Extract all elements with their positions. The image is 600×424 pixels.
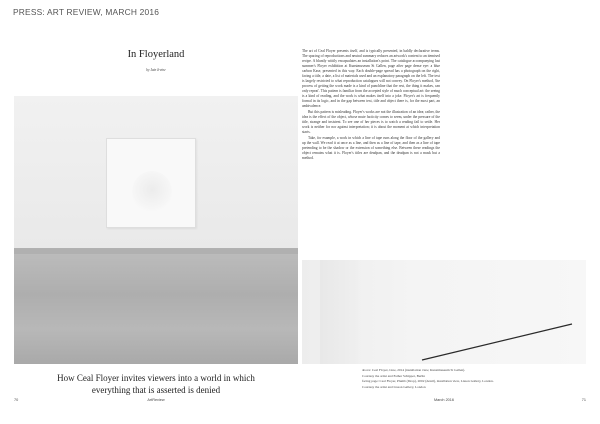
body-paragraph: The art of Ceal Floyer presents itself, and is typically presented, in baldly declarative terms. The spacing of reproductions and neutral summary reduces an artwork's content to an itemised recipe. A bluntly wittily encapsulates an installation's point. The catalogue accompanying last summer's Floyer exhibition at Kunstmuseum St Gallen, page after page dense eye: a blue carbon Kase, presented in this way. Each double-page spread has a photograph on the right, facing a title, a date, a list of materials used and an explanatory paragraph on the left. The text is largely restricted to what reproduction catalogues will not convey. On Floyer's method, 'the process of getting the work made is a kind of punchline that the rest, the thing it makes, can only repeat'. This pattern is familiar from the accepted style of much conceptual art: the seeing is a kind of reading, and the work is what makes itself into a joke. Floyer's art is frequently formal in its logic, and in the gap between text, title and object there is, for the most part, an ambivalence. bbox=[302, 49, 440, 108]
right-folio bbox=[302, 398, 586, 406]
gallery-floor bbox=[14, 248, 298, 364]
framed-artwork bbox=[106, 138, 196, 228]
left-page bbox=[14, 24, 298, 410]
tape-line-artwork bbox=[302, 260, 586, 364]
vessel-image bbox=[132, 171, 172, 213]
left-folio bbox=[14, 398, 298, 406]
line-installation-photo bbox=[302, 260, 586, 364]
section-name: ArtReview bbox=[147, 398, 165, 402]
standfirst-line: How Ceal Floyer invites viewers into a world in which bbox=[57, 373, 255, 383]
byline: by Iain Irvine bbox=[146, 68, 166, 72]
article-title: In Floyerland bbox=[127, 49, 185, 60]
article-body bbox=[302, 49, 586, 256]
standfirst-line: everything that is asserted is denied bbox=[91, 384, 221, 395]
page-number: 71 bbox=[581, 398, 586, 402]
tape-line bbox=[422, 324, 572, 360]
issue-date: March 2016 bbox=[433, 398, 455, 402]
body-paragraph: Take, for example, a work in which a line of tape runs along the floor of the gallery and up the wall. We read it at once as a line, and then as a line of tape, and then as a line of tape pretending to be the shadow or the extension of something else. Between these readings the object remains what it is. Floyer's titles are deadpan, and the deadpan is not a mask but a method. bbox=[302, 136, 440, 160]
standfirst bbox=[14, 373, 298, 396]
image-caption bbox=[362, 368, 578, 390]
right-page bbox=[302, 24, 586, 410]
caption-line: above: Ceal Floyer, Line, 2014 (installation view, Kunstmuseum St Gallen). bbox=[362, 368, 466, 372]
magazine-spread bbox=[14, 24, 586, 410]
caption-line: facing page: Ceal Floyer, Plumb (Drop), 2002 (detail), installation view, Lisson Gallery, London. bbox=[362, 379, 494, 384]
source-line: PRESS: ART REVIEW, MARCH 2016 bbox=[13, 7, 160, 17]
caption-line: Courtesy the artist and Lisson Gallery, London bbox=[362, 384, 426, 389]
installation-photo bbox=[14, 96, 298, 364]
page-number: 70 bbox=[14, 398, 19, 402]
caption-line: Courtesy the artist and Esther Schipper, Berlin bbox=[362, 373, 426, 378]
body-paragraph: But this pattern is misleading. Floyer's works are not the illustration of an idea; rather, the idea is the effect of the object, whose mute facticity comes to seem, under the pressure of the title, strange and insistent. To see one of her pieces is to watch a reading fail to settle. Her work is neither for nor against interpretation; it is about the moment at which interpretation starts. bbox=[302, 110, 440, 134]
